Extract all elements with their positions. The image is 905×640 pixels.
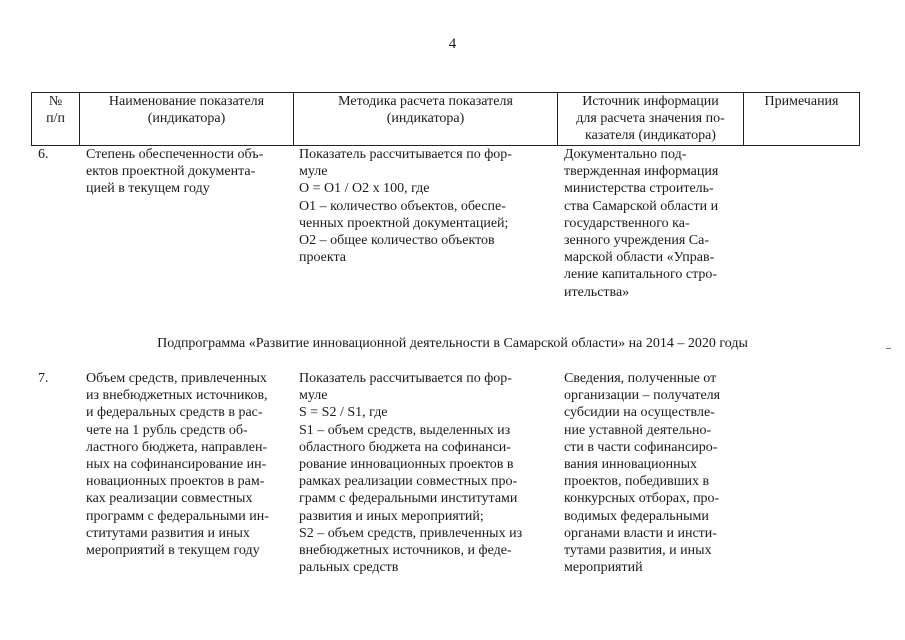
calculation-method: Показатель рассчитывается по фор- муле O = O1 / O2 x 100, где O1 – количество объектов, обеспе- ченных проектной документацией; O2 – общее количество объектов проекта — [299, 147, 512, 266]
indicator-table-header — [31, 92, 860, 146]
page-number: 4 — [448, 36, 457, 52]
information-source: Сведения, полученные от организации – получателя субсидии на осуществле- ние уставной деятельно- сти в части софинансиро- вания инновационных проектов, победивших в конкурсных отборах, про- водимых федеральными органами власти и инсти- тутами развития, и иных мероприятий — [564, 371, 721, 576]
header-indicator-name: Наименование показателя (индикатора) — [80, 93, 294, 146]
scan-mark — [886, 348, 891, 349]
indicator-name: Объем средств, привлеченных из внебюджетных источников, и федеральных средств в рас- чете на 1 рубль средств об- ластного бюджета, направлен- ных на софинансирование ин- новационных проектов в рам- ках реализации совместных программ с федеральными ин- ститутами развития и иных мероприятий в текущем году — [86, 371, 269, 559]
header-information-source: Источник информации для расчета значения по- казателя (индикатора) — [558, 93, 744, 146]
row-number: 7. — [38, 371, 49, 386]
row-number: 6. — [38, 147, 49, 162]
indicator-name: Степень обеспеченности объ- ектов проектной документа- цией в текущем году — [86, 147, 264, 197]
subprogram-title: Подпрограмма «Развитие инновационной деятельности в Самарской области» на 2014 – 2020 годы — [157, 336, 748, 351]
header-calculation-method: Методика расчета показателя (индикатора) — [294, 93, 558, 146]
information-source: Документально под- твержденная информация министерства строитель- ства Самарской области и государственного ка- зенного учреждения Са- марской области «Управ- ление капитального стро- ительства» — [564, 147, 719, 300]
header-number: № п/п — [32, 93, 80, 146]
header-notes: Примечания — [744, 93, 860, 146]
calculation-method: Показатель рассчитывается по фор- муле S = S2 / S1, где S1 – объем средств, выделенных из областного бюджета на софинанси- рование инновационных проектов в рамках реализации совместных про- грамм с федеральными институтами развития и иных мероприятий; S2 – объем средств, привлеченных из внебюджетных источников, и феде- ральных средств — [299, 371, 523, 576]
